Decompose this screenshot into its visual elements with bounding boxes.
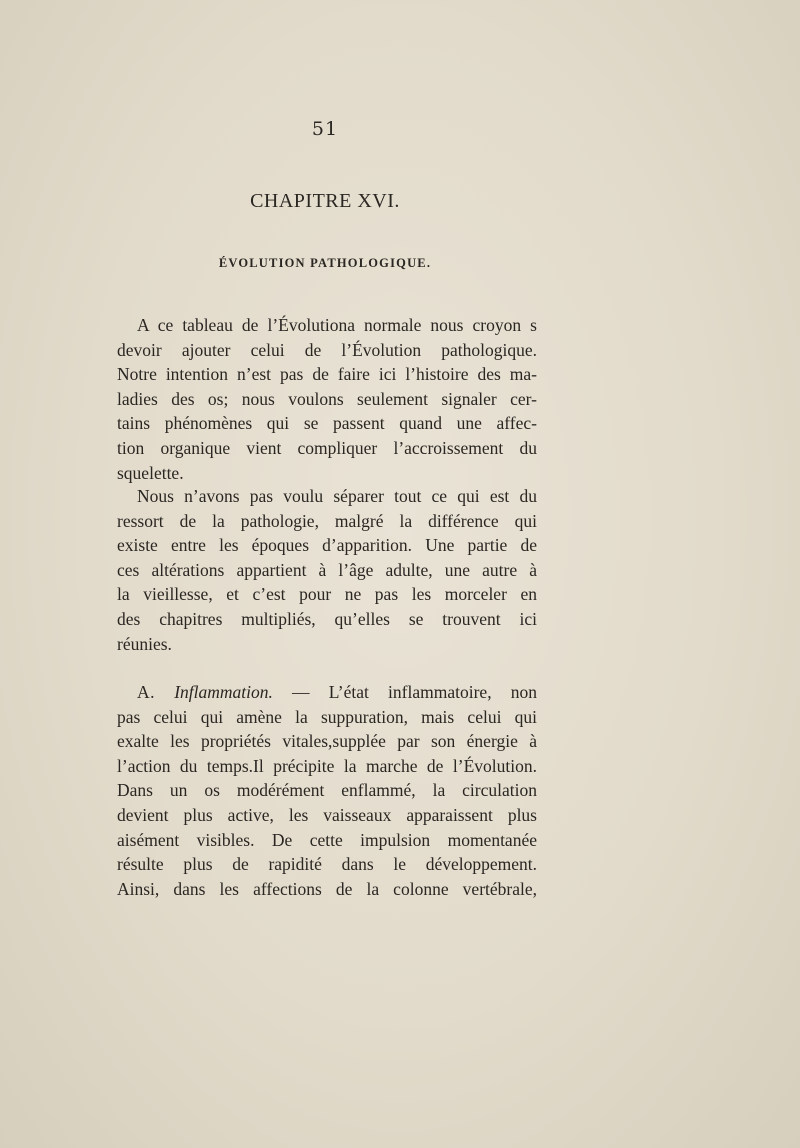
text-line: pas celui qui amène la suppuration, mais celui qui: [117, 706, 537, 727]
section-label-letter: A.: [137, 682, 156, 702]
text-line: ressort de la pathologie, malgré la différence qui: [117, 510, 537, 531]
text-line: exalte les propriétés vitales,supplée par son énergie à: [117, 731, 537, 752]
text-line: l’action du temps.Il précipite la marche de l’Évolution.: [117, 755, 537, 776]
section-label-heading: Inflammation.: [174, 682, 273, 702]
paragraph-3: [117, 680, 537, 901]
text-line: la vieillesse, et c’est pour ne pas les morceler en: [117, 584, 537, 605]
section-title: ÉVOLUTION PATHOLOGIQUE.: [218, 256, 432, 270]
chapter-title: CHAPITRE XVI.: [250, 190, 400, 212]
text-line: ladies des os; nous voulons seulement signaler cer-: [117, 388, 537, 409]
text-line: devient plus active, les vaisseaux apparaissent plus: [117, 804, 537, 825]
paragraph-1: [117, 313, 537, 485]
paragraph-2: [117, 484, 537, 656]
text-line: tion organique vient compliquer l’accroissement du: [117, 437, 537, 458]
text-line: réunies.: [117, 633, 172, 654]
text-line-rest: — L’état inflammatoire, non: [292, 682, 537, 702]
text-line: aisément visibles. De cette impulsion momentanée: [117, 829, 537, 850]
text-line: existe entre les époques d’apparition. Une partie de: [117, 535, 537, 556]
page-number: 51: [311, 118, 339, 140]
text-line: des chapitres multipliés, qu’elles se trouvent ici: [117, 608, 537, 629]
text-line: Notre intention n’est pas de faire ici l’histoire des ma-: [117, 364, 537, 385]
text-line: A ce tableau de l’Évolutiona normale nous croyon s: [137, 315, 537, 335]
text-line: Nous n’avons pas voulu séparer tout ce qui est du: [137, 486, 537, 506]
text-line-first: [117, 680, 537, 705]
text-line: devoir ajouter celui de l’Évolution pathologique.: [117, 339, 537, 360]
text-line: Dans un os modérément enflammé, la circulation: [117, 780, 537, 801]
text-line: résulte plus de rapidité dans le développement.: [117, 854, 537, 875]
text-line: squelette.: [117, 462, 184, 483]
text-line: ces altérations appartient à l’âge adulte, une autre à: [117, 559, 537, 580]
text-line: Ainsi, dans les affections de la colonne vertébrale,: [117, 878, 537, 899]
text-line: tains phénomènes qui se passent quand une affec-: [117, 413, 537, 434]
